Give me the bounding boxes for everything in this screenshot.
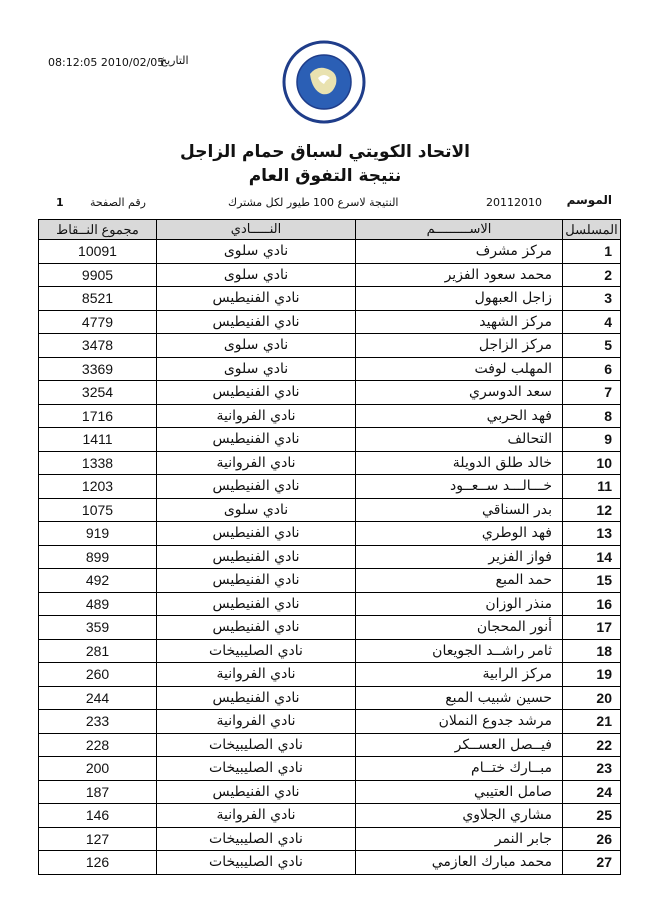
name-cell: صامل العتيبي: [356, 780, 563, 804]
serial-cell: 5: [563, 334, 621, 358]
serial-cell: 21: [563, 710, 621, 734]
club-cell: نادي الفروانية: [157, 804, 356, 828]
name-cell: المهلب لوفت: [356, 357, 563, 381]
serial-cell: 27: [563, 851, 621, 875]
points-cell: 4779: [39, 310, 157, 334]
serial-cell: 26: [563, 827, 621, 851]
points-cell: 919: [39, 522, 157, 546]
club-cell: نادي الفنيطيس: [157, 287, 356, 311]
table-row: [39, 545, 621, 569]
club-cell: نادي الفروانية: [157, 710, 356, 734]
serial-cell: 3: [563, 287, 621, 311]
points-cell: 8521: [39, 287, 157, 311]
points-cell: 260: [39, 663, 157, 687]
serial-cell: 22: [563, 733, 621, 757]
club-cell: نادي الفنيطيس: [157, 381, 356, 405]
print-date: 08:12:05 2010/02/05: [48, 56, 165, 69]
serial-cell: 8: [563, 404, 621, 428]
header-club: النـــــادي: [157, 220, 356, 240]
points-cell: 187: [39, 780, 157, 804]
table-row: [39, 310, 621, 334]
club-cell: نادي سلوى: [157, 263, 356, 287]
header-points: مجموع النــقاط: [39, 220, 157, 240]
club-cell: نادي الصليبيخات: [157, 639, 356, 663]
club-cell: نادي سلوى: [157, 240, 356, 264]
points-cell: 200: [39, 757, 157, 781]
serial-cell: 4: [563, 310, 621, 334]
result-label: النتيجة لاسرع 100: [313, 196, 399, 209]
name-cell: محمد مبارك العازمي: [356, 851, 563, 875]
name-cell: جابر النمر: [356, 827, 563, 851]
name-cell: مركز الزاجل: [356, 334, 563, 358]
club-cell: نادي الفنيطيس: [157, 428, 356, 452]
table-row: [39, 733, 621, 757]
points-cell: 127: [39, 827, 157, 851]
serial-cell: 6: [563, 357, 621, 381]
page-title: الاتحاد الكويتي لسباق حمام الزاجل: [180, 142, 470, 162]
name-cell: مشاري الجلاوي: [356, 804, 563, 828]
name-cell: مبــارك ختــام: [356, 757, 563, 781]
table-row: [39, 827, 621, 851]
table-row: [39, 428, 621, 452]
club-cell: نادي الصليبيخات: [157, 733, 356, 757]
club-cell: نادي الفروانية: [157, 451, 356, 475]
results-table: [38, 219, 621, 875]
table-row: [39, 357, 621, 381]
points-cell: 3369: [39, 357, 157, 381]
page-label: رقم الصفحة: [90, 196, 146, 209]
table-row: [39, 334, 621, 358]
name-cell: فهد الوطري: [356, 522, 563, 546]
name-cell: سعد الدوسري: [356, 381, 563, 405]
club-cell: نادي الفنيطيس: [157, 475, 356, 499]
serial-cell: 16: [563, 592, 621, 616]
table-row: [39, 686, 621, 710]
serial-cell: 11: [563, 475, 621, 499]
date-label: التاريخ: [160, 54, 189, 67]
table-row: [39, 263, 621, 287]
name-cell: خـــالـــد ســعــود: [356, 475, 563, 499]
page-subtitle: نتيجة التفوق العام: [248, 166, 402, 186]
serial-cell: 7: [563, 381, 621, 405]
season-label: الموسم: [566, 193, 612, 207]
club-cell: نادي الفنيطيس: [157, 616, 356, 640]
points-cell: 126: [39, 851, 157, 875]
points-cell: 1203: [39, 475, 157, 499]
serial-cell: 14: [563, 545, 621, 569]
results-body: [39, 240, 621, 875]
birds-label: طيور لكل مشترك: [228, 196, 310, 209]
serial-cell: 25: [563, 804, 621, 828]
table-row: [39, 475, 621, 499]
table-row: [39, 780, 621, 804]
serial-cell: 20: [563, 686, 621, 710]
club-cell: نادي سلوى: [157, 334, 356, 358]
club-cell: نادي الفنيطيس: [157, 522, 356, 546]
serial-cell: 13: [563, 522, 621, 546]
table-row: [39, 569, 621, 593]
serial-cell: 1: [563, 240, 621, 264]
name-cell: مرشد جدوع النملان: [356, 710, 563, 734]
name-cell: زاجل العبهول: [356, 287, 563, 311]
table-header-row: [39, 220, 621, 240]
club-cell: نادي الصليبيخات: [157, 757, 356, 781]
serial-cell: 17: [563, 616, 621, 640]
name-cell: مركز مشرف: [356, 240, 563, 264]
points-cell: 146: [39, 804, 157, 828]
points-cell: 3254: [39, 381, 157, 405]
points-cell: 244: [39, 686, 157, 710]
club-cell: نادي الصليبيخات: [157, 851, 356, 875]
table-row: [39, 851, 621, 875]
club-cell: نادي سلوى: [157, 498, 356, 522]
points-cell: 1716: [39, 404, 157, 428]
points-cell: 10091: [39, 240, 157, 264]
header-serial: المسلسل: [563, 220, 621, 240]
club-cell: نادي الفروانية: [157, 404, 356, 428]
serial-cell: 9: [563, 428, 621, 452]
header-name: الاســـــــــم: [356, 220, 563, 240]
table-row: [39, 451, 621, 475]
club-cell: نادي الفنيطيس: [157, 310, 356, 334]
points-cell: 281: [39, 639, 157, 663]
table-row: [39, 757, 621, 781]
points-cell: 3478: [39, 334, 157, 358]
name-cell: فهد الحربي: [356, 404, 563, 428]
points-cell: 233: [39, 710, 157, 734]
federation-logo: [282, 40, 366, 124]
serial-cell: 12: [563, 498, 621, 522]
name-cell: ثامر راشــد الجويعان: [356, 639, 563, 663]
name-cell: حسين شبيب المبع: [356, 686, 563, 710]
club-cell: نادي الصليبيخات: [157, 827, 356, 851]
table-row: [39, 522, 621, 546]
table-row: [39, 240, 621, 264]
points-cell: 1075: [39, 498, 157, 522]
name-cell: خالد طلق الدويلة: [356, 451, 563, 475]
club-cell: نادي الفنيطيس: [157, 569, 356, 593]
table-row: [39, 639, 621, 663]
name-cell: مركز الشهيد: [356, 310, 563, 334]
table-row: [39, 381, 621, 405]
season-value: 20112010: [486, 196, 542, 209]
points-cell: 1411: [39, 428, 157, 452]
name-cell: التحالف: [356, 428, 563, 452]
club-cell: نادي الفنيطيس: [157, 545, 356, 569]
table-row: [39, 710, 621, 734]
name-cell: بدر السناقي: [356, 498, 563, 522]
table-row: [39, 592, 621, 616]
points-cell: 9905: [39, 263, 157, 287]
serial-cell: 15: [563, 569, 621, 593]
table-row: [39, 616, 621, 640]
points-cell: 359: [39, 616, 157, 640]
club-cell: نادي سلوى: [157, 357, 356, 381]
name-cell: فواز الفزير: [356, 545, 563, 569]
serial-cell: 19: [563, 663, 621, 687]
name-cell: أنور المحجان: [356, 616, 563, 640]
serial-cell: 18: [563, 639, 621, 663]
name-cell: محمد سعود الفزير: [356, 263, 563, 287]
table-row: [39, 804, 621, 828]
points-cell: 228: [39, 733, 157, 757]
name-cell: حمد المبع: [356, 569, 563, 593]
table-row: [39, 404, 621, 428]
name-cell: منذر الوزان: [356, 592, 563, 616]
table-row: [39, 287, 621, 311]
table-row: [39, 498, 621, 522]
points-cell: 899: [39, 545, 157, 569]
serial-cell: 10: [563, 451, 621, 475]
points-cell: 1338: [39, 451, 157, 475]
club-cell: نادي الفنيطيس: [157, 592, 356, 616]
name-cell: فيــصل العســكر: [356, 733, 563, 757]
club-cell: نادي الفنيطيس: [157, 780, 356, 804]
club-cell: نادي الفنيطيس: [157, 686, 356, 710]
page-number: 1: [56, 196, 64, 209]
serial-cell: 24: [563, 780, 621, 804]
serial-cell: 23: [563, 757, 621, 781]
name-cell: مركز الرابية: [356, 663, 563, 687]
points-cell: 492: [39, 569, 157, 593]
serial-cell: 2: [563, 263, 621, 287]
club-cell: نادي الفروانية: [157, 663, 356, 687]
points-cell: 489: [39, 592, 157, 616]
table-row: [39, 663, 621, 687]
